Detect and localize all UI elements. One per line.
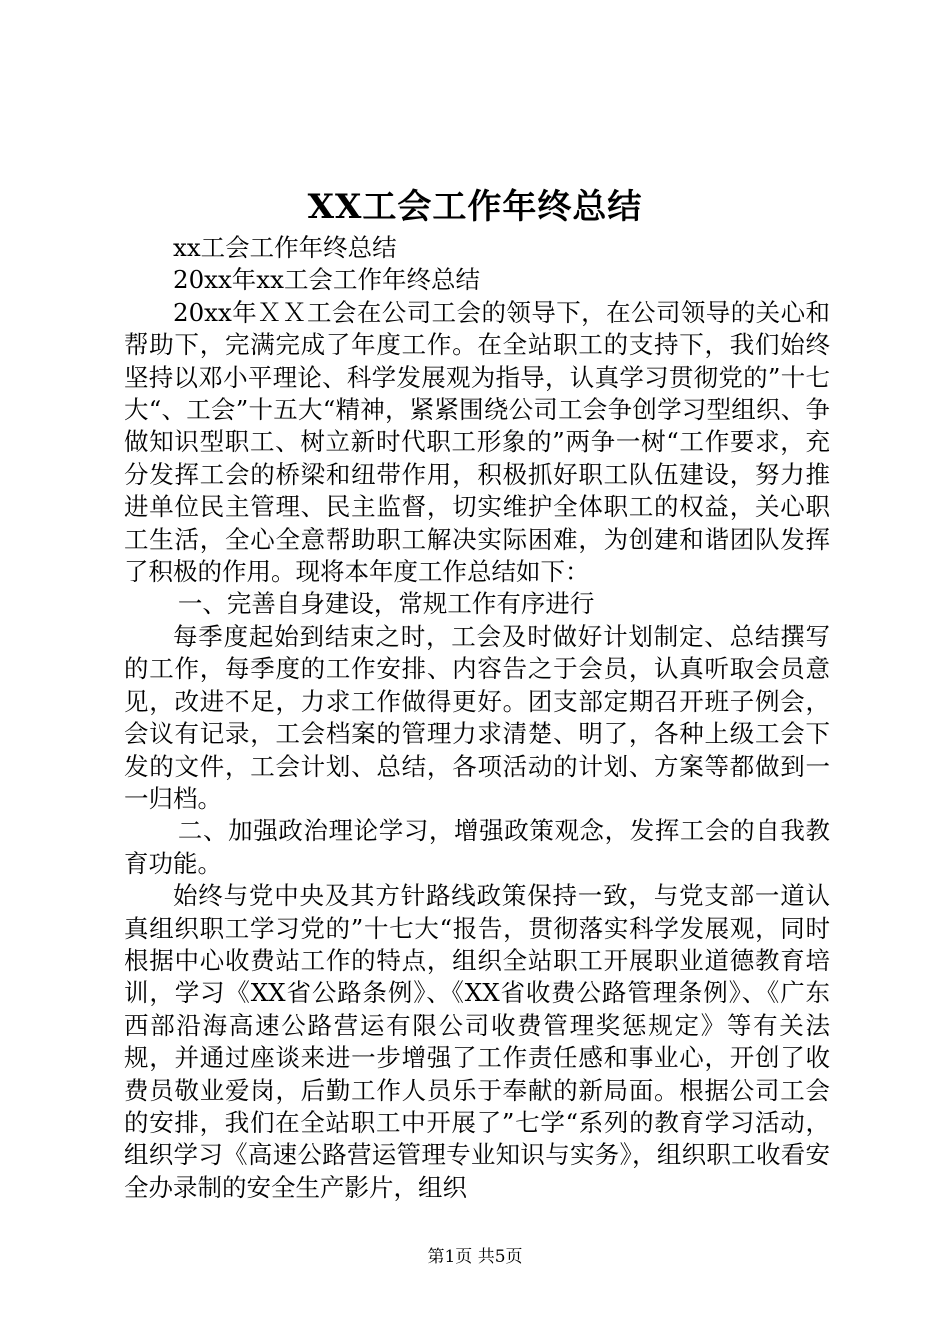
section-heading-2: 二、加强政治理论学习，增强政策观念，发挥工会的自我教育功能。 [124, 816, 830, 878]
paragraph-intro: 20xx年ＸＸ工会在公司工会的领导下，在公司领导的关心和帮助下，完满完成了年度工作。在全站职工的支持下，我们始终坚持以邓小平理论、科学发展观为指导，认真学习贯彻党的”十七大“、工会”十五大“精神，紧紧围绕公司工会争创学习型组织、争做知识型职工、树立新时代职工形象的”两争一树“工作要求，充分发挥工会的桥梁和纽带作用，积极抓好职工队伍建设，努力推进单位民主管理、民主监督，切实维护全体职工的权益，关心职工生活，全心全意帮助职工解决实际困难，为创建和谐团队发挥了积极的作用。现将本年度工作总结如下： [124, 297, 830, 587]
page-number-footer: 第1页 共5页 [427, 1247, 523, 1267]
paragraph-section-1: 每季度起始到结束之时，工会及时做好计划制定、总结撰写的工作，每季度的工作安排、内容告之于会员，认真听取会员意见，改进不足，力求工作做得更好。团支部定期召开班子例会，会议有记录，工会档案的管理力求清楚、明了，各种上级工会下发的文件，工会计划、总结，各项活动的计划、方案等都做到一一归档。 [124, 621, 830, 813]
paragraph-subtitle: xx工会工作年终总结 [173, 233, 397, 262]
paragraph-section-2: 始终与党中央及其方针路线政策保持一致，与党支部一道认真组织职工学习党的”十七大“报告，贯彻落实科学发展观，同时根据中心收费站工作的特点，组织全站职工开展职业道德教育培训，学习《XX省公路条例》、《XX省收费公路管理条例》、《广东西部沿海高速公路营运有限公司收费管理奖惩规定》等有关法规，并通过座谈来进一步增强了工作责任感和事业心，开创了收费员敬业爱岗，后勤工作人员乐于奉献的新局面。根据公司工会的安排，我们在全站职工中开展了”七学“系列的教育学习活动，组织学习《高速公路营运管理专业知识与实务》，组织职工收看安全办录制的安全生产影片，组织 [124, 881, 830, 1202]
paragraph-year-title: 20xx年xx工会工作年终总结 [173, 265, 480, 295]
section-heading-1: 一、完善自身建设，常规工作有序进行 [177, 589, 595, 619]
document-body [124, 232, 830, 1204]
document-title: XX工会工作年终总结 [307, 187, 643, 227]
